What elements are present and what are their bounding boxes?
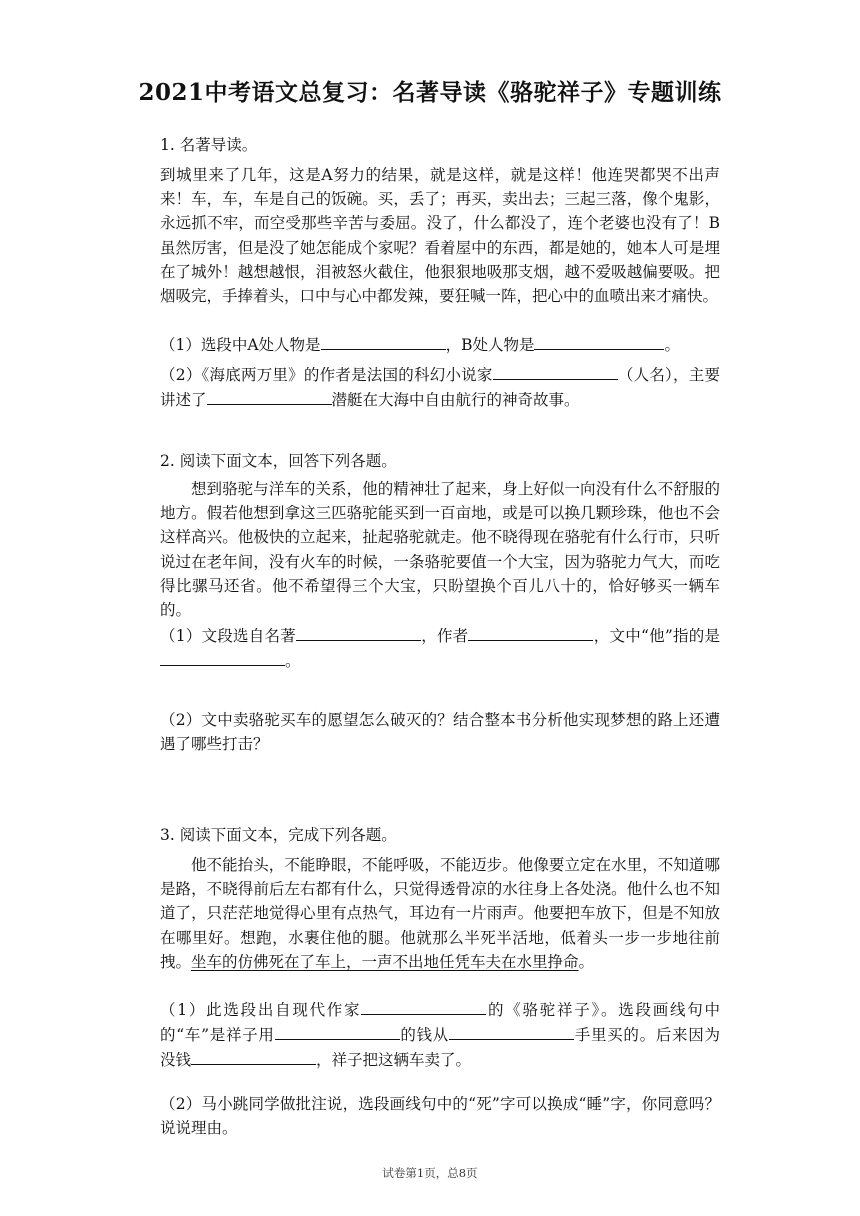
answer-blank[interactable] bbox=[321, 332, 446, 350]
answer-blank[interactable] bbox=[160, 648, 285, 666]
q1-s1-text-b: ，B处人物是 bbox=[445, 336, 535, 354]
question-2-sub-1 bbox=[160, 623, 720, 673]
question-3-heading: 3. 阅读下面文本，完成下列各题。 bbox=[160, 826, 397, 844]
q3-s1-text-b: 的《骆驼祥子》。选段画线句中的“车”是祥子用 bbox=[160, 1001, 720, 1045]
q3-passage-end: 。 bbox=[578, 952, 595, 971]
q1-s2-text-b: （人名），主要讲述了 bbox=[160, 366, 720, 410]
answer-blank[interactable] bbox=[534, 332, 664, 350]
question-1-heading: 1. 名著导读。 bbox=[160, 136, 258, 154]
answer-blank[interactable] bbox=[191, 1047, 316, 1065]
question-2-heading: 2. 阅读下面文本，回答下列各题。 bbox=[160, 452, 397, 470]
q1-s2-text-c: 潜艇在大海中自由航行的神奇故事。 bbox=[331, 391, 580, 410]
answer-blank[interactable] bbox=[275, 1022, 400, 1040]
q1-s1-text-c: 。 bbox=[664, 336, 680, 354]
q1-s2-text-a: （2）《海底两万里》的作者是法国的科幻小说家 bbox=[160, 366, 493, 384]
q3-s1-text-d: 手里买的。后来因为没钱 bbox=[160, 1026, 720, 1070]
question-3-sub-1 bbox=[160, 997, 720, 1073]
q1-s1-text-a: （1）选段中A处人物是 bbox=[160, 336, 321, 354]
q2-s1-text-d: 。 bbox=[285, 652, 301, 671]
q2-s1-text-a: （1）文段选自名著 bbox=[160, 627, 297, 645]
answer-blank[interactable] bbox=[493, 362, 618, 380]
answer-blank[interactable] bbox=[449, 1022, 574, 1040]
q3-underlined-sentence: 坐车的仿佛死在了车上，一声不出地任凭车夫在水里挣命 bbox=[191, 952, 579, 971]
answer-blank[interactable] bbox=[361, 997, 486, 1015]
question-1-passage: 到城里来了几年，这是A努力的结果，就是这样，就是这样！他连哭都哭不出声来！车，车，车是自己的饭碗。买，丢了；再买，卖出去；三起三落，像个鬼影，永远抓不牢，而空受那些辛苦与委屈。没了，什么都没了，连个老婆也没有了！B虽然厉害，但是没了她怎能成个家呢？看着屋中的东西，都是她的，她本人可是埋在了城外！越想越恨，泪被怒火截住，他狠狠地吸那支烟，越不爱吸越偏要吸。把烟吸完，手捧着头，口中与心中都发辣，要狂喊一阵，把心中的血喷出来才痛快。 bbox=[160, 166, 720, 306]
answer-blank[interactable] bbox=[207, 387, 332, 405]
q3-s1-text-c: 的钱从 bbox=[399, 1026, 449, 1045]
page-title: 2021中考语文总复习：名著导读《骆驼祥子》专题训练 bbox=[138, 79, 722, 106]
question-3-passage bbox=[160, 853, 720, 974]
answer-blank[interactable] bbox=[468, 623, 593, 641]
question-1-sub-1 bbox=[160, 332, 720, 357]
question-2-sub-2: （2）文中卖骆驼买车的愿望怎么破灭的？结合整本书分析他实现梦想的路上还遭遇了哪些打击？ bbox=[160, 711, 720, 754]
q3-s1-text-e: ，祥子把这辆车卖了。 bbox=[316, 1051, 472, 1070]
q3-passage-text: 他不能抬头，不能睁眼，不能呼吸，不能迈步。他像要立定在水里，不知道哪是路，不晓得前后左右都有什么，只觉得透骨凉的水往身上各处浇。他什么也不知道了，只茫茫地觉得心里有点热气，耳边有一片雨声。他要把车放下，但是不知放在哪里好。想跑，水裹住他的腿。他就那么半死半活地，低着头一步一步地往前拽。 bbox=[160, 856, 720, 971]
q2-s1-text-b: ，作者 bbox=[421, 627, 469, 645]
q3-s1-text-a: （1）此选段出自现代作家 bbox=[160, 1001, 362, 1019]
question-3-sub-2: （2）马小跳同学做批注说，选段画线句中的“死”字可以换成“睡”字，你同意吗？说说理由。 bbox=[160, 1095, 720, 1138]
question-2-passage: 想到骆驼与洋车的关系，他的精神壮了起来，身上好似一向没有什么不舒服的地方。假若他想到拿这三匹骆驼能买到一百亩地，或是可以换几颗珍珠，他也不会这样高兴。他极快的立起来，扯起骆驼就走。他不晓得现在骆驼有什么行市，只听说过在老年间，没有火车的时候，一条骆驼要值一个大宝，因为骆驼力气大，而吃得比骡马还省。他不希望得三个大宝，只盼望换个百儿八十的，恰好够买一辆车的。 bbox=[160, 480, 720, 620]
q2-s1-text-c: ，文中“他”指的是 bbox=[593, 627, 720, 645]
page-footer: 试卷第1页，总8页 bbox=[382, 1166, 478, 1180]
question-1-sub-2 bbox=[160, 362, 720, 412]
answer-blank[interactable] bbox=[296, 623, 421, 641]
